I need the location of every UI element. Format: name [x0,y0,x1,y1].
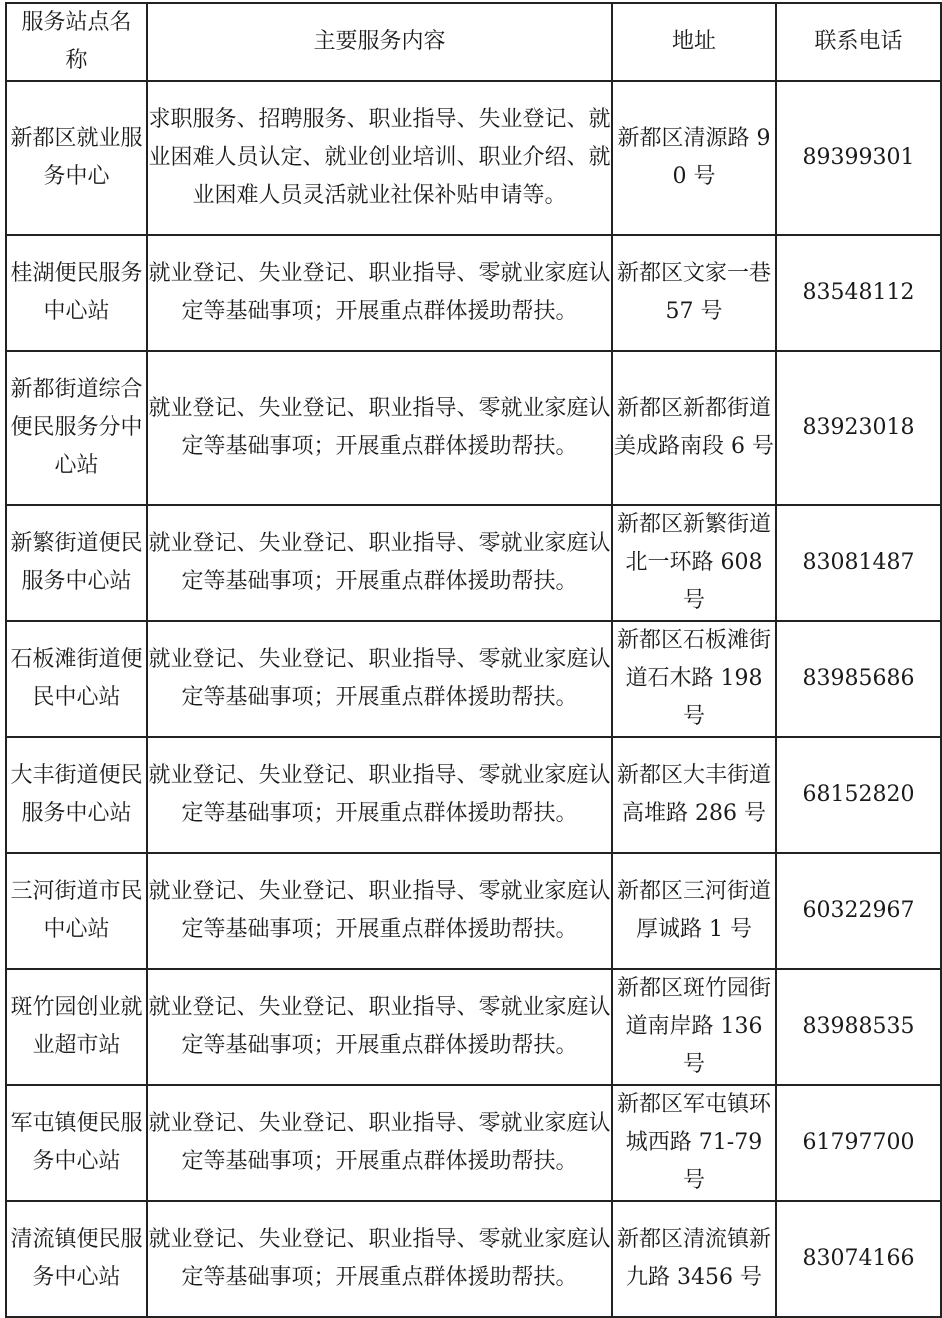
station-name: 新繁街道便民服务中心站 [6,505,147,621]
station-phone: 83548112 [776,235,941,351]
station-name: 清流镇便民服务中心站 [6,1201,147,1317]
station-services: 就业登记、失业登记、职业指导、零就业家庭认定等基础事项；开展重点群体援助帮扶。 [147,1085,612,1201]
header-station-name: 服务站点名称 [6,3,147,81]
station-phone: 83985686 [776,621,941,737]
station-phone: 89399301 [776,81,941,235]
station-phone: 68152820 [776,737,941,853]
table-row [6,81,941,235]
station-name: 石板滩街道便民中心站 [6,621,147,737]
station-services: 就业登记、失业登记、职业指导、零就业家庭认定等基础事项；开展重点群体援助帮扶。 [147,1201,612,1317]
station-phone: 83923018 [776,351,941,505]
station-services: 就业登记、失业登记、职业指导、零就业家庭认定等基础事项；开展重点群体援助帮扶。 [147,621,612,737]
station-address: 新都区军屯镇环城西路 71-79 号 [612,1085,776,1201]
service-station-table [5,2,942,1318]
station-services: 就业登记、失业登记、职业指导、零就业家庭认定等基础事项；开展重点群体援助帮扶。 [147,235,612,351]
header-phone: 联系电话 [776,3,941,81]
header-services: 主要服务内容 [147,3,612,81]
table-row [6,621,941,737]
station-phone: 83074166 [776,1201,941,1317]
station-address: 新都区清源路 90 号 [612,81,776,235]
table-row [6,235,941,351]
station-services: 求职服务、招聘服务、职业指导、失业登记、就业困难人员认定、就业创业培训、职业介绍、就业困难人员灵活就业社保补贴申请等。 [147,81,612,235]
station-phone: 83081487 [776,505,941,621]
station-address: 新都区清流镇新九路 3456 号 [612,1201,776,1317]
table-body [6,81,941,1317]
station-name: 三河街道市民中心站 [6,853,147,969]
station-name: 桂湖便民服务中心站 [6,235,147,351]
station-address: 新都区大丰街道高堆路 286 号 [612,737,776,853]
table-row [6,1201,941,1317]
table-header [6,3,941,81]
table-row [6,853,941,969]
station-address: 新都区三河街道厚诚路 1 号 [612,853,776,969]
station-name: 军屯镇便民服务中心站 [6,1085,147,1201]
table-row [6,351,941,505]
header-row [6,3,941,81]
station-phone: 60322967 [776,853,941,969]
station-services: 就业登记、失业登记、职业指导、零就业家庭认定等基础事项；开展重点群体援助帮扶。 [147,737,612,853]
station-services: 就业登记、失业登记、职业指导、零就业家庭认定等基础事项；开展重点群体援助帮扶。 [147,505,612,621]
table-row [6,505,941,621]
station-address: 新都区新繁街道北一环路 608 号 [612,505,776,621]
header-address: 地址 [612,3,776,81]
station-services: 就业登记、失业登记、职业指导、零就业家庭认定等基础事项；开展重点群体援助帮扶。 [147,351,612,505]
station-address: 新都区斑竹园街道南岸路 136 号 [612,969,776,1085]
station-address: 新都区文家一巷 57 号 [612,235,776,351]
station-phone: 83988535 [776,969,941,1085]
station-address: 新都区新都街道美成路南段 6 号 [612,351,776,505]
station-services: 就业登记、失业登记、职业指导、零就业家庭认定等基础事项；开展重点群体援助帮扶。 [147,969,612,1085]
station-phone: 61797700 [776,1085,941,1201]
station-name: 大丰街道便民服务中心站 [6,737,147,853]
station-name: 新都街道综合便民服务分中心站 [6,351,147,505]
station-name: 斑竹园创业就业超市站 [6,969,147,1085]
station-address: 新都区石板滩街道石木路 198 号 [612,621,776,737]
table-row [6,737,941,853]
table-row [6,1085,941,1201]
station-services: 就业登记、失业登记、职业指导、零就业家庭认定等基础事项；开展重点群体援助帮扶。 [147,853,612,969]
station-name: 新都区就业服务中心 [6,81,147,235]
table-row [6,969,941,1085]
